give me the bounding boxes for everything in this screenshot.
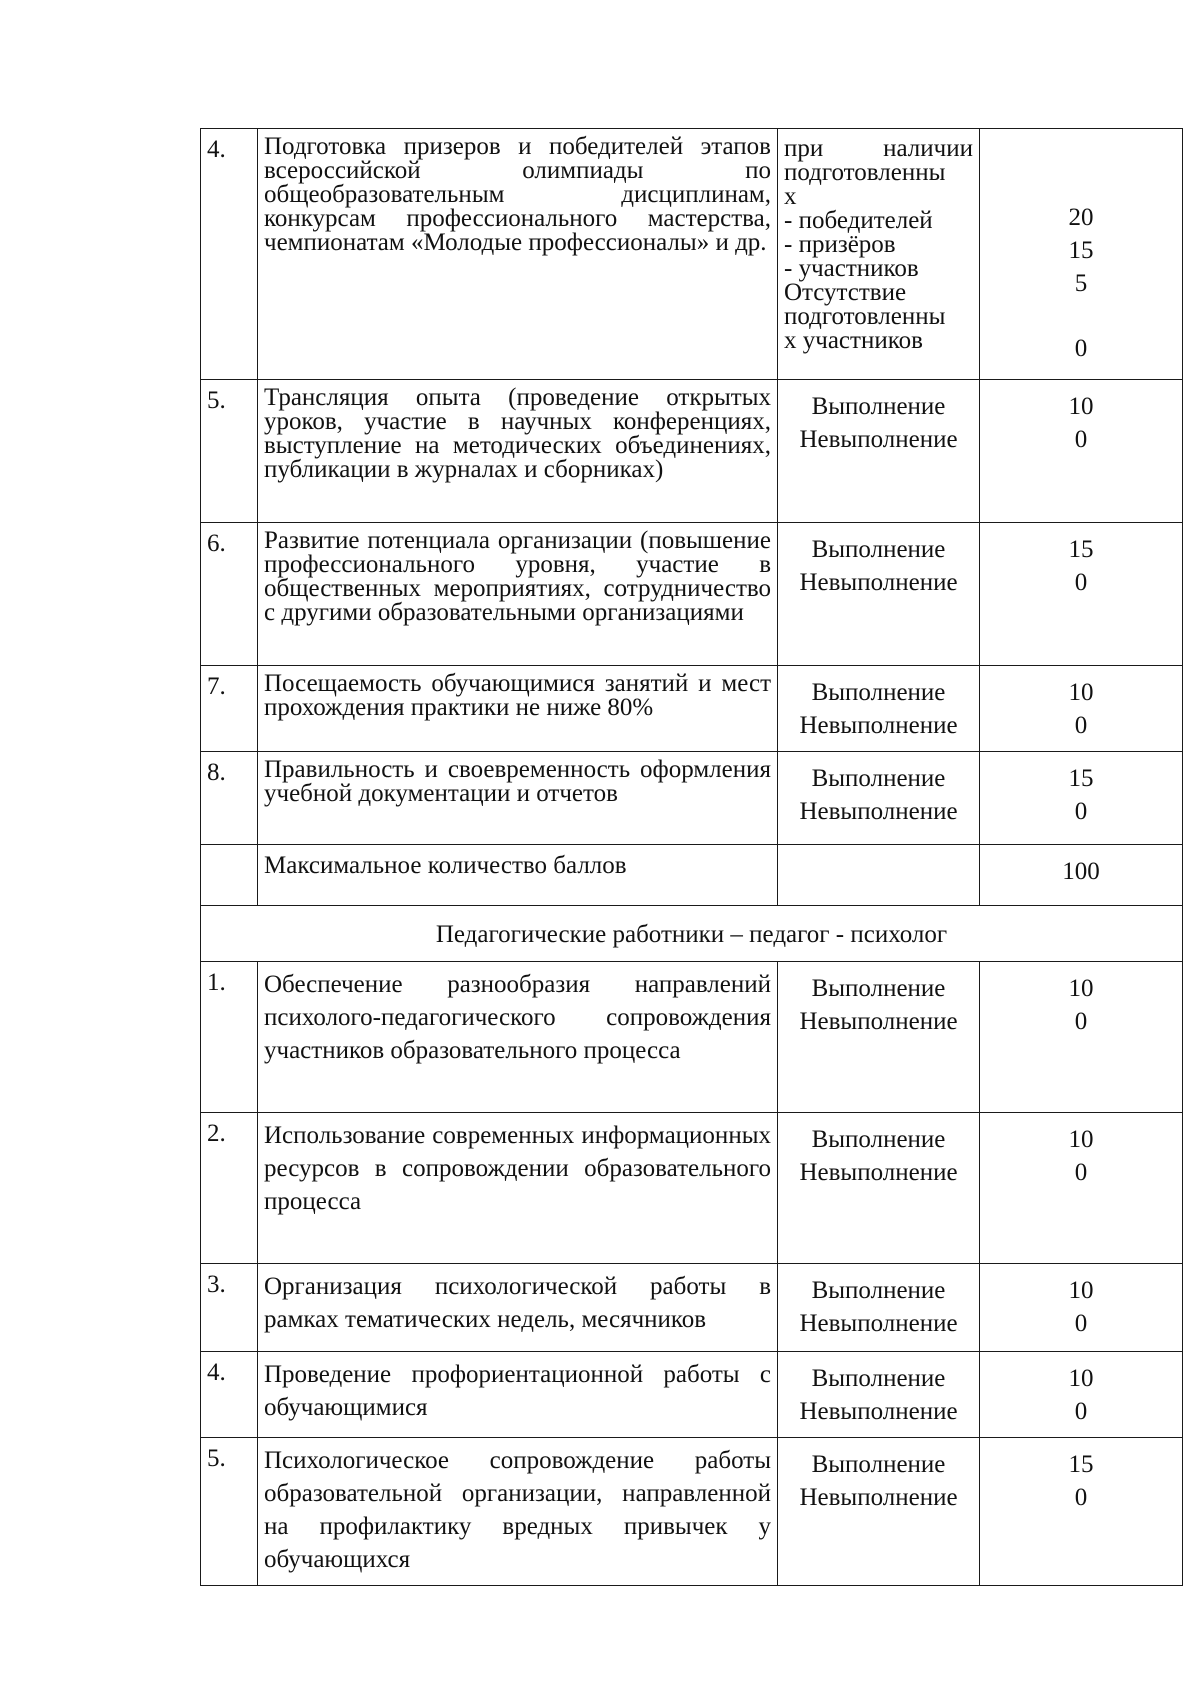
- condition-line: - призёров: [784, 231, 896, 258]
- row-number: 3.: [201, 1264, 258, 1352]
- condition-line: Невыполнение: [799, 712, 958, 739]
- conditions-list: [778, 1438, 979, 1518]
- scores: [980, 752, 1182, 828]
- condition-line: Невыполнение: [799, 426, 958, 453]
- table-row: [201, 1352, 1183, 1438]
- table-row: [201, 129, 1183, 380]
- criteria-table: [200, 128, 1183, 1586]
- condition-line: Выполнение: [811, 393, 946, 420]
- score-value: 15: [1068, 1451, 1094, 1478]
- conditions-list: [778, 1352, 979, 1432]
- score-value: 10: [1068, 393, 1094, 420]
- score-value: 10: [1068, 1277, 1094, 1304]
- score-value: 5: [1074, 270, 1088, 297]
- criterion-text: Организация психологической работы в рамках тематических недель, месячников: [264, 1273, 771, 1333]
- scores: [980, 523, 1182, 599]
- condition-line: Выполнение: [811, 1277, 946, 1304]
- scores: [980, 1264, 1182, 1340]
- criterion-text: Трансляция опыта (проведение открытых уроков, участие в научных конференциях, выступление на методических объединениях, публикации в журналах и сборниках): [264, 384, 771, 483]
- table-row: [201, 380, 1183, 523]
- table-row: [201, 1113, 1183, 1264]
- scores: [980, 666, 1182, 742]
- criterion-text: Использование современных информационных ресурсов в сопровождении образовательного процесса: [264, 1122, 771, 1215]
- conditions-list: [778, 523, 979, 603]
- condition-line: х участников: [784, 327, 923, 354]
- table-row: [201, 523, 1183, 666]
- condition-line: Невыполнение: [799, 1310, 958, 1337]
- max-score-row: [201, 845, 1183, 906]
- row-number: 4.: [201, 1352, 258, 1438]
- score-value: 15: [1068, 536, 1094, 563]
- condition-line: Выполнение: [811, 765, 946, 792]
- condition-line: Отсутствие подготовленны: [784, 279, 946, 330]
- condition-line: Невыполнение: [799, 569, 958, 596]
- condition-line: Невыполнение: [799, 1159, 958, 1186]
- scores: [980, 1352, 1182, 1428]
- table-row: [201, 752, 1183, 845]
- score-value: 0: [1074, 569, 1088, 596]
- conditions-list: [778, 752, 979, 832]
- score-value: 0: [1074, 335, 1088, 362]
- condition-line: Выполнение: [811, 536, 946, 563]
- row-number: 6.: [201, 523, 258, 666]
- score-value: 0: [1074, 712, 1088, 739]
- criterion-text: Подготовка призеров и победителей этапов всероссийской олимпиады по общеобразовательным дисциплинам, конкурсам профессионального мастерства, чемпионатам «Молодые профессионалы» и др.: [264, 133, 771, 256]
- row-number: 5.: [201, 1438, 258, 1586]
- score-value: 0: [1074, 1398, 1088, 1425]
- condition-line: Выполнение: [811, 975, 946, 1002]
- scores: [980, 129, 1182, 365]
- scores: [980, 1438, 1182, 1514]
- score-value: 10: [1068, 1365, 1094, 1392]
- score-value: 10: [1068, 975, 1094, 1002]
- condition-line: - победителей: [784, 207, 933, 234]
- criterion-text: Психологическое сопровождение работы образовательной организации, направленной на профилактику вредных привычек у обучающихся: [264, 1447, 771, 1573]
- row-number: 8.: [201, 752, 258, 845]
- criterion-text: Обеспечение разнообразия направлений психолого-педагогического сопровождения участников образовательного процесса: [264, 971, 771, 1064]
- scores: [980, 1113, 1182, 1189]
- conditions-list: [778, 666, 979, 746]
- condition-line: при наличии подготовленны: [784, 135, 973, 186]
- conditions-list: [778, 380, 979, 460]
- condition-line: - участников: [784, 255, 919, 282]
- score-value: 10: [1068, 679, 1094, 706]
- score-value: 15: [1068, 237, 1094, 264]
- score-value: 0: [1074, 1159, 1088, 1186]
- scores: [980, 962, 1182, 1038]
- score-value: 0: [1074, 798, 1088, 825]
- criterion-text: Проведение профориентационной работы с обучающимися: [264, 1361, 771, 1421]
- condition-line: Невыполнение: [799, 1008, 958, 1035]
- row-number: 5.: [201, 380, 258, 523]
- row-number: 1.: [201, 962, 258, 1113]
- condition-line: Невыполнение: [799, 798, 958, 825]
- condition-line: Выполнение: [811, 1365, 946, 1392]
- criterion-text: Посещаемость обучающимися занятий и мест прохождения практики не ниже 80%: [264, 670, 771, 721]
- score-value: 0: [1074, 1484, 1088, 1511]
- criterion-text: Правильность и своевременность оформления учебной документации и отчетов: [264, 756, 771, 807]
- row-number: 4.: [201, 129, 258, 380]
- condition-line: х: [784, 183, 797, 210]
- conditions-list: [778, 1264, 979, 1344]
- score-value: 10: [1068, 1126, 1094, 1153]
- conditions-list: [778, 962, 979, 1042]
- table-row: [201, 962, 1183, 1113]
- condition-line: Выполнение: [811, 1451, 946, 1478]
- score-value: 15: [1068, 765, 1094, 792]
- table-row: [201, 666, 1183, 752]
- conditions-list: [778, 129, 979, 353]
- criterion-text: Развитие потенциала организации (повышение профессионального уровня, участие в общественных мероприятиях, сотрудничество с другими образовательными организациями: [264, 527, 771, 626]
- condition-line: Выполнение: [811, 679, 946, 706]
- row-number: 2.: [201, 1113, 258, 1264]
- condition-line: Выполнение: [811, 1126, 946, 1153]
- scores: [980, 380, 1182, 456]
- score-value: 20: [1068, 204, 1094, 231]
- section-title: Педагогические работники – педагог - психолог: [435, 921, 948, 948]
- max-score-label: Максимальное количество баллов: [264, 852, 627, 879]
- score-value: 0: [1074, 426, 1088, 453]
- condition-line: Невыполнение: [799, 1398, 958, 1425]
- conditions-list: [778, 1113, 979, 1193]
- condition-line: Невыполнение: [799, 1484, 958, 1511]
- table-row: [201, 1438, 1183, 1586]
- score-value: 0: [1074, 1310, 1088, 1337]
- table-row: [201, 1264, 1183, 1352]
- score-value: 0: [1074, 1008, 1088, 1035]
- section-header-row: [201, 906, 1183, 962]
- max-score-value: 100: [1062, 858, 1100, 885]
- row-number: 7.: [201, 666, 258, 752]
